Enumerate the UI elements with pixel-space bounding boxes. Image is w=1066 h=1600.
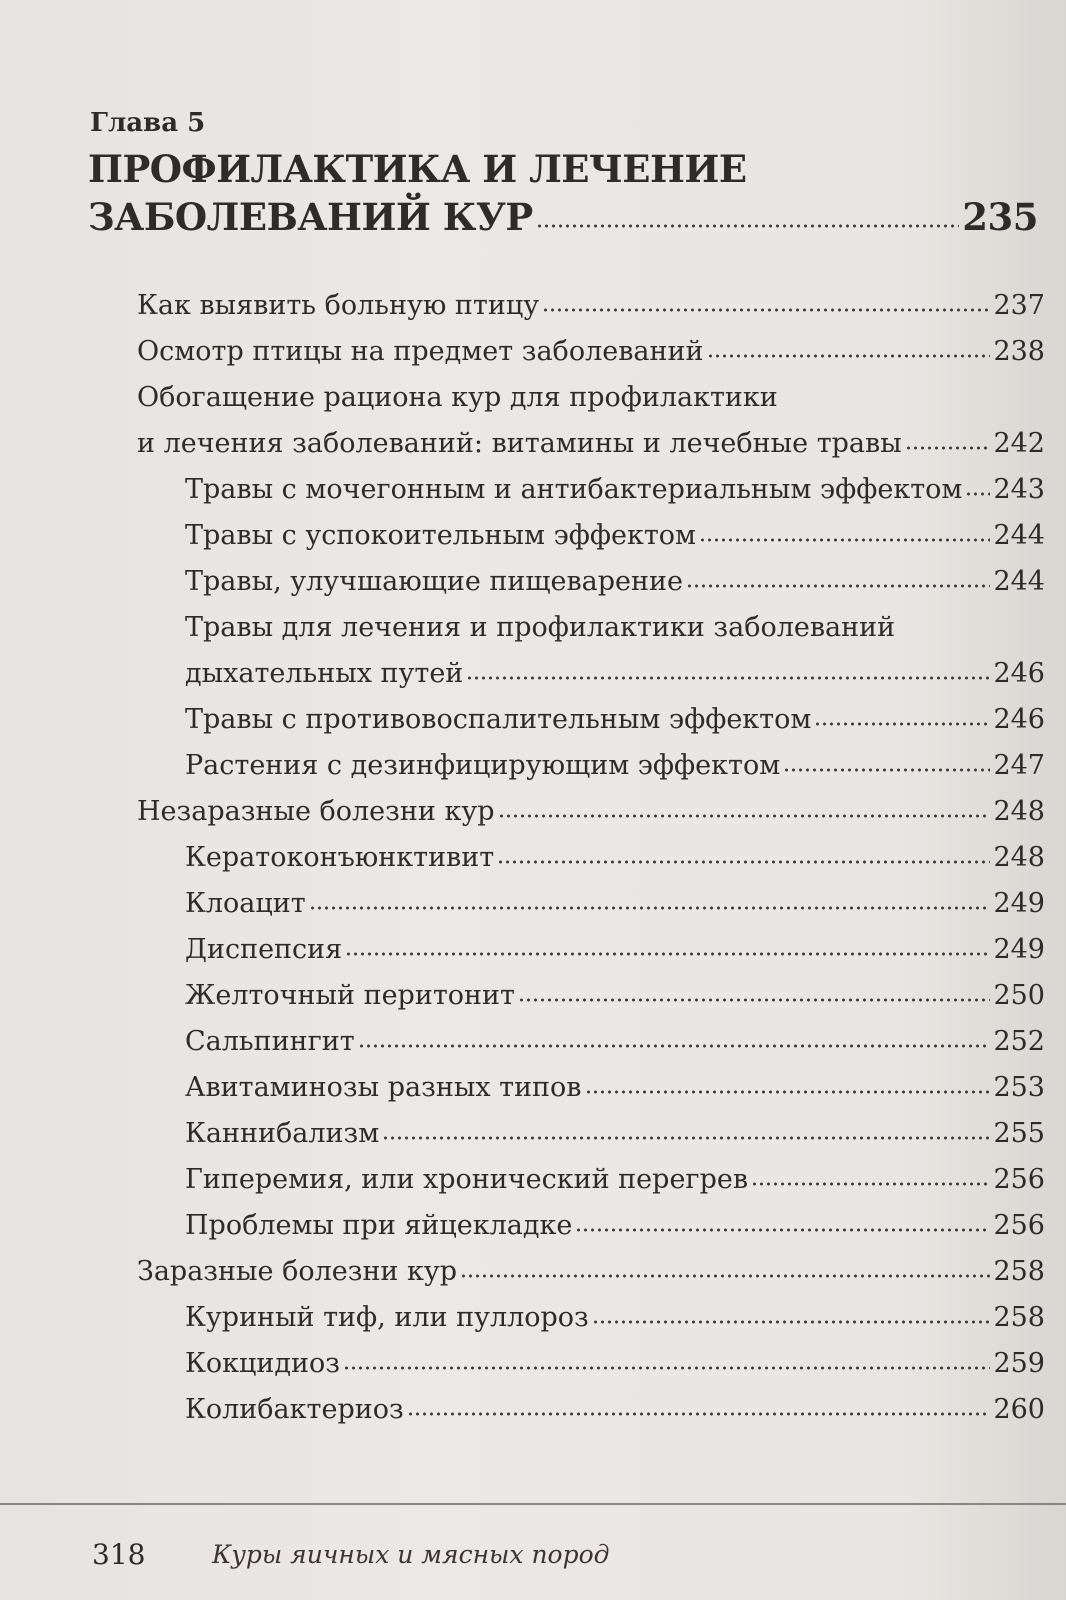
toc-entry <box>185 1387 1045 1433</box>
toc-entry <box>185 1111 1045 1157</box>
toc-entry <box>185 881 1045 927</box>
toc-entry-page: 246 <box>993 658 1045 689</box>
leader-dots <box>965 492 990 496</box>
leader-dots <box>542 308 990 312</box>
toc-entry <box>137 421 1045 467</box>
toc-entry-page: 244 <box>993 566 1045 597</box>
toc-entry <box>185 559 1045 605</box>
chapter-label: Глава 5 <box>90 108 206 138</box>
toc-entry-page: 238 <box>993 336 1045 367</box>
toc-entry <box>137 1249 1045 1295</box>
toc-entry-page: 256 <box>993 1164 1045 1195</box>
toc-entry-text: Как выявить больную птицу <box>137 290 540 321</box>
running-title: Куры яичных и мясных пород <box>212 1540 610 1569</box>
leader-dots <box>460 1274 990 1278</box>
toc-entry-text: Колибактериоз <box>185 1394 404 1425</box>
toc-entry-page: 258 <box>993 1256 1045 1287</box>
leader-dots <box>358 1044 991 1048</box>
leader-dots <box>707 354 991 358</box>
toc-entry-text: Куриный тиф, или пуллороз <box>185 1302 589 1333</box>
toc-entry-text: Травы для лечения и профилактики заболеваний <box>185 612 896 643</box>
toc-entry-page: 247 <box>993 750 1045 781</box>
toc-entry <box>185 1065 1045 1111</box>
leader-dots <box>343 1366 990 1370</box>
toc-entry-page: 249 <box>993 888 1045 919</box>
toc-entry <box>185 697 1045 743</box>
toc-entry-page: 255 <box>993 1118 1045 1149</box>
leader-dots <box>345 952 990 956</box>
toc-entry-page: 258 <box>993 1302 1045 1333</box>
toc-entry-text: Кератоконъюнктивит <box>185 842 495 873</box>
toc-entry-page: 260 <box>993 1394 1045 1425</box>
toc-entry <box>185 927 1045 973</box>
leader-dots <box>518 998 991 1002</box>
toc-entry <box>137 283 1045 329</box>
chapter-title-line-1: ПРОФИЛАКТИКА И ЛЕЧЕНИЕ <box>88 147 747 191</box>
toc-entry-text: Клоацит <box>185 888 306 919</box>
chapter-page-number: 235 <box>962 195 1038 239</box>
toc-entry-text: Кокцидиоз <box>185 1348 340 1379</box>
toc-entry <box>185 605 1045 651</box>
toc-entry-text: Травы с противовоспалительным эффектом <box>185 704 812 735</box>
toc-entry <box>137 375 1045 421</box>
toc-entry-page: 243 <box>993 474 1045 505</box>
toc-entry-page: 259 <box>993 1348 1045 1379</box>
toc-entry-text: Гиперемия, или хронический перегрев <box>185 1164 749 1195</box>
toc-entry-page: 253 <box>993 1072 1045 1103</box>
toc-entry-text: Травы с мочегонным и антибактериальным эффектом <box>185 474 963 505</box>
toc-entry-page: 242 <box>993 428 1045 459</box>
toc-entry <box>185 1295 1045 1341</box>
toc-entry-page: 244 <box>993 520 1045 551</box>
toc-entry-page: 246 <box>993 704 1045 735</box>
toc-entry-page: 248 <box>993 796 1045 827</box>
toc-entry <box>185 835 1045 881</box>
toc-entry-text: Сальпингит <box>185 1026 355 1057</box>
toc-entry-text: Желточный перитонит <box>185 980 515 1011</box>
toc-entry-text: и лечения заболеваний: витамины и лечебные травы <box>137 428 902 459</box>
toc-entry <box>185 743 1045 789</box>
toc-entry-text: Проблемы при яйцекладке <box>185 1210 573 1241</box>
toc-entry <box>185 1203 1045 1249</box>
chapter-title-line-2 <box>88 194 1038 240</box>
toc-entry-text: Диспепсия <box>185 934 343 965</box>
leader-dots <box>814 722 990 726</box>
leader-dots <box>905 446 991 450</box>
toc-entry <box>185 1341 1045 1387</box>
leader-dots <box>575 1228 990 1232</box>
chapter-title-text: ЗАБОЛЕВАНИЙ КУР <box>88 195 533 239</box>
leader-dots <box>585 1090 991 1094</box>
toc-entry-text: Растения с дезинфицирующим эффектом <box>185 750 781 781</box>
leader-dots <box>699 538 990 542</box>
toc-entry-text: Травы, улучшающие пищеварение <box>185 566 683 597</box>
leader-dots <box>466 676 990 680</box>
toc-entry-page: 249 <box>993 934 1045 965</box>
toc-entry-page: 250 <box>993 980 1045 1011</box>
leader-dots <box>382 1136 990 1140</box>
toc-entry <box>185 513 1045 559</box>
toc-entry-page: 248 <box>993 842 1045 873</box>
page-number: 318 <box>92 1538 146 1571</box>
toc-entry-page: 252 <box>993 1026 1045 1057</box>
toc-entry-page: 237 <box>993 290 1045 321</box>
toc-entry <box>137 789 1045 835</box>
footer-divider <box>0 1503 1066 1505</box>
toc-entry-text: Заразные болезни кур <box>137 1256 458 1287</box>
toc-entry-text: Каннибализм <box>185 1118 380 1149</box>
leader-dots <box>592 1320 991 1324</box>
leader-dots <box>686 584 990 588</box>
toc-entry <box>137 329 1045 375</box>
leader-dots <box>536 224 960 228</box>
toc-entry-text: Авитаминозы разных типов <box>185 1072 582 1103</box>
leader-dots <box>407 1412 991 1416</box>
leader-dots <box>751 1182 990 1186</box>
toc-entry-text: Незаразные болезни кур <box>137 796 495 827</box>
toc-entry <box>185 973 1045 1019</box>
toc-entry-text: Травы с успокоительным эффектом <box>185 520 697 551</box>
toc-entry-text: дыхательных путей <box>185 658 464 689</box>
leader-dots <box>498 814 991 818</box>
toc-entry-text: Обогащение рациона кур для профилактики <box>137 382 778 413</box>
leader-dots <box>309 906 991 910</box>
toc-entry <box>185 467 1045 513</box>
leader-dots <box>497 860 990 864</box>
toc-entry-page: 256 <box>993 1210 1045 1241</box>
toc-entry <box>185 1019 1045 1065</box>
leader-dots <box>783 768 990 772</box>
toc-entry <box>185 651 1045 697</box>
toc-entry <box>185 1157 1045 1203</box>
toc-entry-text: Осмотр птицы на предмет заболеваний <box>137 336 704 367</box>
